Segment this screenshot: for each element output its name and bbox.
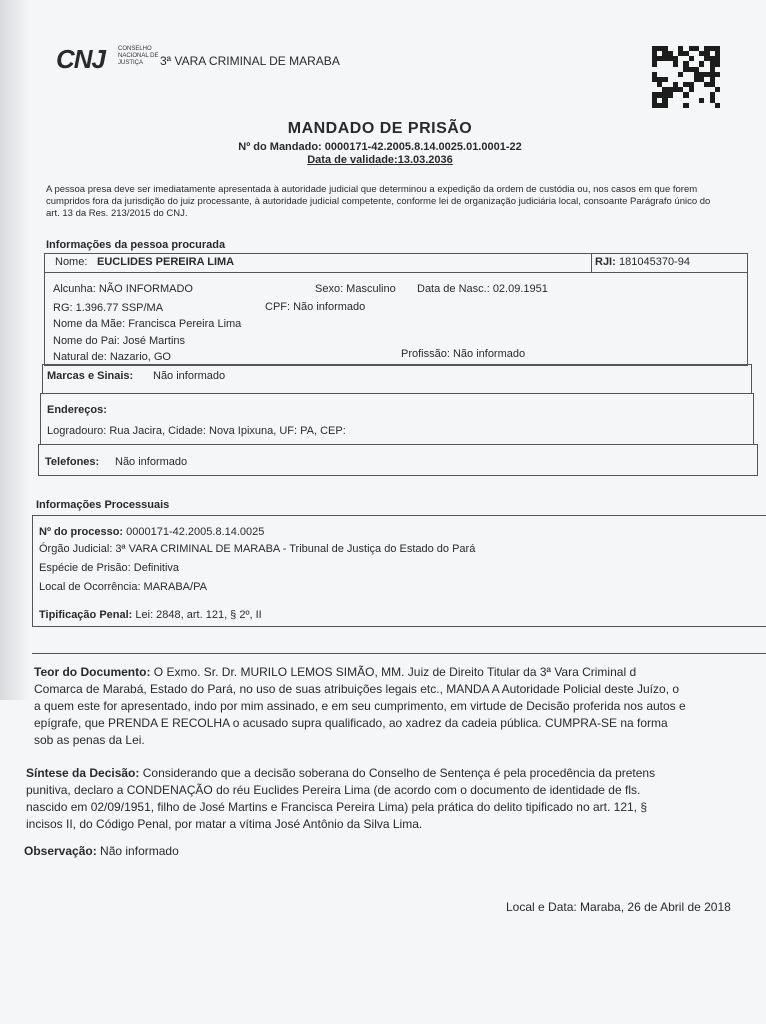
mother-name: Nome da Mãe: Francisca Pereira Lima	[53, 318, 242, 330]
profession: Profissão: Não informado	[401, 348, 526, 360]
marks-box	[42, 364, 752, 394]
penal-line	[39, 609, 262, 621]
phone-value: Não informado	[115, 456, 188, 468]
name-value: EUCLIDES PEREIRA LIMA	[97, 256, 235, 268]
occurrence-place: Local de Ocorrência: MARABA/PA	[39, 581, 207, 593]
validity-date: Data de validade:13.03.2036	[307, 154, 453, 166]
page-shadow-edge	[0, 0, 30, 700]
rji-cell	[591, 254, 747, 273]
process-number-label: Nº do processo:	[39, 526, 124, 538]
teor-line-3: a quem este for apresentado, indo por mim assinado, e em seu cumprimento, em virtude de Decisão proferida nos autos e	[34, 699, 686, 713]
qr-code-icon	[652, 46, 720, 108]
sintese-line-1: Considerando que a decisão soberana do Conselho de Sentença é pela procedência da pretens	[139, 766, 656, 780]
page-title: MANDADO DE PRISÃO	[287, 120, 473, 137]
address-label: Endereços:	[47, 404, 107, 416]
sexo: Sexo: Masculino	[315, 283, 396, 295]
rji-value: 181045370-94	[619, 256, 690, 268]
teor-line	[34, 664, 766, 681]
place-and-date: Local e Data: Maraba, 26 de Abril de 2018	[506, 900, 731, 914]
observation-label: Observação:	[24, 844, 97, 858]
teor-line-2: Comarca de Marabá, Estado do Pará, no uso de suas atribuições legais etc., MANDA A Autoridade Policial deste Juízo, o	[34, 682, 680, 696]
title-block	[220, 120, 540, 166]
sintese-line-3: nascido em 02/09/1951, filho de José Martins e Francisca Pereira Lima) pela prática do delito tipificado no art. 121, §	[26, 800, 648, 814]
teor-paragraph	[34, 664, 766, 749]
address-box	[40, 393, 754, 445]
mandado-number: Nº do Mandado: 0000171-42.2005.8.14.0025.01.0001-22	[238, 141, 522, 153]
phone-box	[38, 444, 758, 476]
person-section-title: Informações da pessoa procurada	[46, 239, 226, 251]
sintese-line-4: incisos II, do Código Penal, por matar a vítima José Antônio da Silva Lima.	[26, 817, 423, 831]
process-number-value: 0000171-42.2005.8.14.0025	[126, 526, 265, 538]
person-info-box	[44, 253, 748, 366]
document-header	[56, 44, 356, 78]
prison-type: Espécie de Prisão: Definitiva	[39, 562, 180, 574]
sintese-label: Síntese da Decisão:	[26, 766, 140, 780]
teor-line-1: O Exmo. Sr. Dr. MURILO LEMOS SIMÃO, MM. Juiz de Direito Titular da 3ª Vara Criminal d	[150, 665, 637, 679]
name-label: Nome:	[55, 256, 88, 268]
father-name: Nome do Pai: José Martins	[53, 335, 186, 347]
process-info-box	[32, 515, 766, 627]
sintese-line	[26, 765, 766, 782]
orgao-prefix: Órgão Judicial: 3ª VARA CRIMINAL DE MARABA	[39, 543, 280, 555]
cnj-logo: CNJ	[56, 44, 106, 74]
process-number-line	[39, 526, 264, 538]
teor-line-5: sob as penas da Lei.	[34, 733, 145, 747]
penal-value: Lei: 2848, art. 121, § 2º, II	[135, 609, 262, 621]
process-divider	[32, 653, 766, 654]
intro-paragraph: A pessoa presa deve ser imediatamente apresentada à autoridade judicial que determinou a expedição da ordem de custódia ou, nos casos em que forem cumpridos fora da jurisdição do juiz processante, à autoridade judicial competente, conforme lei de organização judiciária local, consoante Parágrafo único do art. 13 da Res. 213/2015 do CNJ.	[46, 184, 711, 219]
observation-value: Não informado	[100, 844, 179, 858]
cpf: CPF: Não informado	[265, 301, 366, 313]
birth-date: Data de Nasc.: 02.09.1951	[417, 283, 548, 295]
penal-label: Tipificação Penal:	[39, 609, 133, 621]
court-name: 3ª VARA CRIMINAL DE MARABA	[160, 54, 340, 68]
sintese-paragraph	[26, 765, 766, 833]
cnj-logo-subtitle: CONSELHO NACIONAL DE JUSTIÇA	[118, 46, 159, 66]
rg: RG: 1.396.77 SSP/MA	[53, 302, 164, 314]
orgao-suffix: - Tribunal de Justiça do Estado do Pará	[279, 543, 476, 555]
observation	[24, 843, 179, 860]
teor-line-4: epígrafe, que PRENDA E RECOLHA o acusado supra qualificado, ao xadrez da cadeia pública. CUMPRA-SE na forma	[34, 716, 668, 730]
address-value: Logradouro: Rua Jacira, Cidade: Nova Ipixuna, UF: PA, CEP:	[47, 425, 346, 437]
sintese-line-2: punitiva, declaro a CONDENAÇÃO do réu Euclides Pereira Lima (de acordo com o documento de identidade de fls.	[26, 783, 641, 797]
marks-value: Não informado	[153, 370, 226, 382]
alcunha: Alcunha: NÃO INFORMADO	[53, 283, 193, 295]
rji-label: RJI:	[595, 256, 616, 268]
birthplace: Natural de: Nazario, GO	[53, 351, 171, 363]
phone-label: Telefones:	[45, 456, 100, 468]
orgao-line	[39, 543, 475, 555]
teor-label: Teor do Documento:	[34, 665, 151, 679]
marks-label: Marcas e Sinais:	[47, 370, 134, 382]
name-cell	[45, 254, 592, 273]
process-section-title: Informações Processuais	[36, 499, 170, 511]
